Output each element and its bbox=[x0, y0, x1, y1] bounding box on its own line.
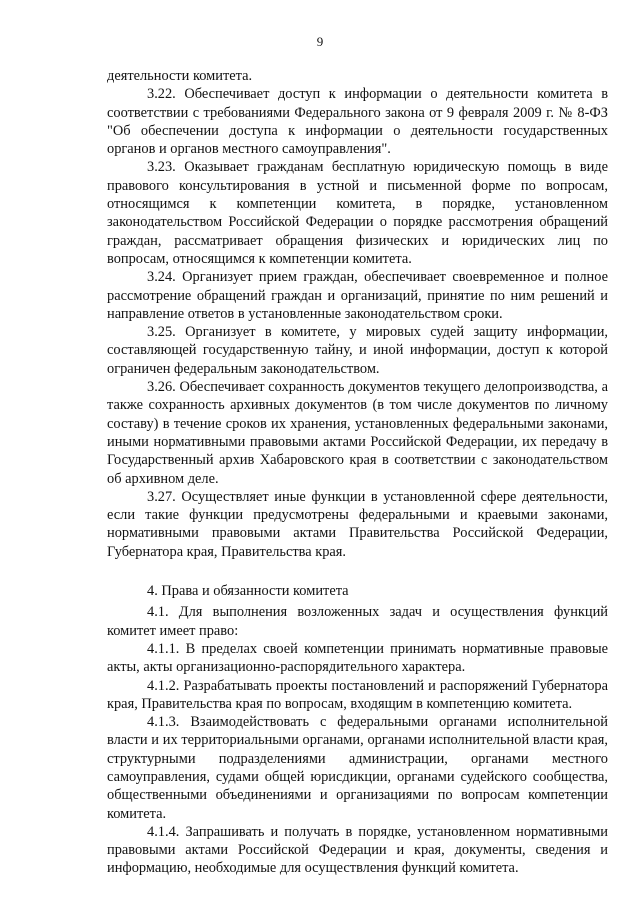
paragraph-4-1-1: 4.1.1. В пределах своей компетенции принимать нормативные правовые акты, акты организационно-распорядительного характера. bbox=[107, 640, 608, 676]
paragraph-4-1-3: 4.1.3. Взаимодействовать с федеральными органами исполнительной власти и их территориальными органами, органами исполнительной власти края, структурными подразделениями администрации, органами местного самоуправления, судами общей юрисдикции, органами судейского сообщества, общественными объединениями и организациями по вопросам компетенции комитета. bbox=[107, 714, 608, 822]
section-spacer bbox=[107, 561, 608, 582]
paragraph-3-27: 3.27. Осуществляет иные функции в установленной сфере деятельности, если такие функции предусмотрены федеральными и краевыми законами, нормативными правовыми актами Правительства Российской Федерации, Губернатора края, Правительства края. bbox=[107, 488, 608, 560]
paragraph-3-23: 3.23. Оказывает гражданам бесплатную юридическую помощь в виде правового консультирования в устной и письменной форме по вопросам, относящимся к компетенции комитета, в порядке, установленном законодательством Российской Федерации о порядке рассмотрения обращений граждан, рассматривает обращения физических и юридических лиц по вопросам, относящимся к компетенции комитета. bbox=[107, 159, 608, 267]
paragraph-4-1-4: 4.1.4. Запрашивать и получать в порядке, установленном нормативными правовыми актами Российской Федерации и края, документы, сведения и информацию, необходимые для осуществления функций комитета. bbox=[107, 823, 608, 877]
paragraph-4-1: 4.1. Для выполнения возложенных задач и осуществления функций комитет имеет право: bbox=[107, 604, 608, 639]
paragraph-3-26: 3.26. Обеспечивает сохранность документов текущего делопроизводства, а также сохранность архивных документов (в том числе документов по личному составу) в течение сроков их хранения, установленных федеральными законами, иными нормативными правовыми актами Российской Федерации, их передачу в Государственный архив Хабаровского края в соответствии с законодательством об архивном деле. bbox=[107, 379, 608, 487]
page-number: 9 bbox=[316, 34, 324, 49]
section-heading-4: 4. Права и обязанности комитета bbox=[147, 583, 349, 600]
paragraph-3-24: 3.24. Организует прием граждан, обеспечивает своевременное и полное рассмотрение обращений граждан и организаций, принятие по ним решений и направление ответов в установленные законодательством сроки. bbox=[107, 269, 608, 322]
paragraph-4-1-2: 4.1.2. Разрабатывать проекты постановлений и распоряжений Губернатора края, Правительства края по вопросам, входящим в компетенцию комитета. bbox=[107, 677, 608, 712]
paragraph-continuation: деятельности комитета. bbox=[107, 68, 253, 84]
paragraph-3-25: 3.25. Организует в комитете, у мировых судей защиту информации, составляющей государственную тайну, и иной информации, доступ к которой ограничен федеральным законодательством. bbox=[107, 324, 608, 377]
paragraph-3-22: 3.22. Обеспечивает доступ к информации о деятельности комитета в соответствии с требованиями Федерального закона от 9 февраля 2009 г. № 8-ФЗ "Об обеспечении доступа к информации о деятельности государственных органов и органов местного самоуправления". bbox=[107, 86, 608, 158]
document-body bbox=[107, 67, 608, 878]
